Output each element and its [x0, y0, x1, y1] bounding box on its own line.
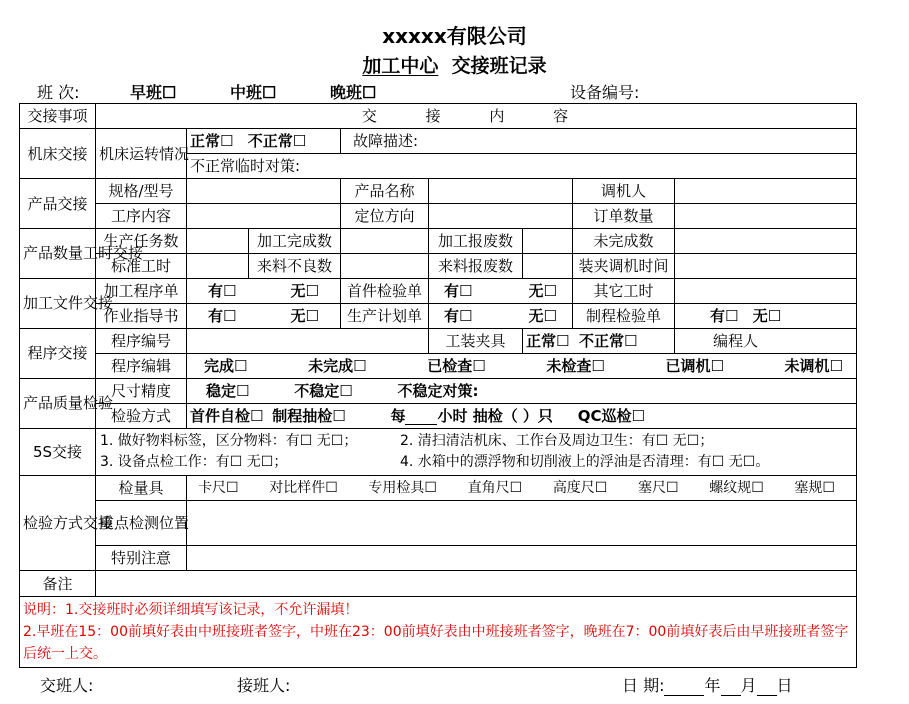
form-title	[0, 51, 909, 78]
shift-early-checkbox[interactable]: 早班☐	[130, 83, 177, 102]
fixture-options	[523, 329, 675, 354]
first-inspect-label: 首件检验单	[341, 279, 429, 304]
day-blank[interactable]	[757, 679, 777, 696]
inspection-group-label: 检验方式交接	[20, 476, 96, 571]
content-header: 交 接 内 容	[96, 104, 857, 129]
edit-undone-checkbox[interactable]: 未完成☐	[308, 357, 367, 375]
year-label: 年	[704, 676, 721, 695]
qc-patrol-checkbox[interactable]: QC巡检☐	[577, 407, 645, 425]
other-time-field[interactable]	[675, 279, 857, 304]
hour-interval-field[interactable]	[405, 408, 437, 425]
tool-thread-checkbox[interactable]: 螺纹规☐	[709, 480, 764, 496]
scrap-qty-label: 加工报废数	[429, 229, 523, 254]
unstable-measure-field[interactable]: 不稳定对策:	[397, 382, 479, 400]
edit-unadjusted-checkbox[interactable]: 未调机☐	[784, 357, 843, 375]
work-guide-options	[187, 304, 341, 329]
edit-checked-checkbox[interactable]: 已检查☐	[427, 357, 486, 375]
first-inspect-options	[429, 279, 573, 304]
unfinished-field[interactable]	[675, 229, 857, 254]
docs-group-label: 加工文件交接	[20, 279, 96, 329]
machine-normal-checkbox[interactable]: 正常☐	[190, 132, 234, 150]
five-s-item-4[interactable]: 4. 水箱中的漂浮物和切削液上的浮油是否清理：有☐ 无☐。	[400, 454, 770, 470]
order-qty-field[interactable]	[675, 204, 857, 229]
work-guide-label: 作业指导书	[96, 304, 187, 329]
program-sheet-yes-checkbox[interactable]: 有☐	[208, 282, 237, 300]
five-s-item-2[interactable]: 2. 清扫清洁机床、工作台及周边卫生：有☐ 无☐；	[400, 433, 714, 449]
program-group-label: 程序交接	[20, 329, 96, 379]
instructions	[20, 597, 857, 668]
year-blank[interactable]	[664, 679, 704, 696]
quality-group-label: 产品质量检验	[20, 379, 96, 429]
quantity-group-label: 产品数量工时交接	[20, 229, 96, 279]
program-sheet-label: 加工程序单	[96, 279, 187, 304]
process-label: 工序内容	[96, 204, 187, 229]
inspect-method-options	[187, 404, 857, 429]
plan-sheet-yes-checkbox[interactable]: 有☐	[444, 307, 473, 325]
tool-plug-checkbox[interactable]: 塞规☐	[794, 480, 835, 496]
machine-group-label: 机床交接	[20, 129, 96, 179]
tool-special-checkbox[interactable]: 专用检具☐	[368, 480, 437, 496]
tool-height-checkbox[interactable]: 高度尺☐	[552, 480, 608, 496]
inprocess-sheet-options	[675, 304, 857, 329]
spec-field[interactable]	[187, 179, 341, 204]
process-sample-checkbox[interactable]: 制程抽检☐	[272, 407, 346, 425]
work-guide-yes-checkbox[interactable]: 有☐	[208, 307, 237, 325]
task-qty-label: 生产任务数	[96, 229, 187, 254]
program-editing-label: 程序编辑	[96, 354, 187, 379]
edit-done-checkbox[interactable]: 完成☐	[204, 357, 248, 375]
adjuster-label: 调机人	[573, 179, 675, 204]
std-time-field[interactable]	[187, 254, 249, 279]
tools-label: 检量具	[96, 476, 187, 501]
five-s-group-label: 5S交接	[20, 429, 96, 476]
shift-late-checkbox[interactable]: 晚班☐	[330, 83, 377, 102]
handover-form-table	[19, 103, 857, 668]
program-number-field[interactable]	[187, 329, 429, 354]
edit-unchecked-checkbox[interactable]: 未检查☐	[546, 357, 605, 375]
five-s-item-3[interactable]: 3. 设备点检工作：有☐ 无☐；	[100, 454, 288, 470]
fixture-time-label: 装夹调机时间	[573, 254, 675, 279]
special-notes-field[interactable]	[187, 546, 857, 571]
month-blank[interactable]	[721, 679, 741, 696]
first-inspect-yes-checkbox[interactable]: 有☐	[444, 282, 473, 300]
month-label: 月	[740, 676, 757, 695]
fixture-time-field[interactable]	[675, 254, 857, 279]
work-guide-no-checkbox[interactable]: 无☐	[290, 307, 319, 325]
position-label: 定位方向	[341, 204, 429, 229]
date-field[interactable]	[622, 673, 793, 696]
tool-square-checkbox[interactable]: 直角尺☐	[467, 480, 523, 496]
other-time-label: 其它工时	[573, 279, 675, 304]
process-field[interactable]	[187, 204, 341, 229]
inprocess-sheet-label: 制程检验单	[573, 304, 675, 329]
program-sheet-no-checkbox[interactable]: 无☐	[290, 282, 319, 300]
order-qty-label: 订单数量	[573, 204, 675, 229]
shift-mid-checkbox[interactable]: 中班☐	[230, 83, 277, 102]
program-sheet-options	[187, 279, 341, 304]
tool-feeler-checkbox[interactable]: 塞尺☐	[638, 480, 679, 496]
key-points-label: 重点检测位置	[96, 501, 187, 546]
day-label: 日	[776, 676, 793, 695]
product-group-label: 产品交接	[20, 179, 96, 229]
instruction-2: 2.早班在15：00前填好表由中班接班者签字，中班在23：00前填好表由中班接班者签字，晚班在7：00前填好表后由早班接班者签字后统一上交。	[23, 624, 849, 662]
precision-unstable-checkbox[interactable]: 不稳定☐	[294, 382, 353, 400]
product-name-field[interactable]	[429, 179, 573, 204]
machine-abnormal-checkbox[interactable]: 不正常☐	[247, 132, 307, 150]
inprocess-yes-checkbox[interactable]: 有☐	[710, 307, 739, 325]
fault-description-field[interactable]: 故障描述:	[341, 129, 857, 154]
hand-over-signature[interactable]: 交班人:	[40, 676, 94, 695]
machine-status-options	[187, 129, 341, 154]
done-qty-field[interactable]	[341, 229, 429, 254]
precision-stable-checkbox[interactable]: 稳定☐	[206, 382, 250, 400]
std-time-label: 标准工时	[96, 254, 187, 279]
remarks-field[interactable]	[96, 571, 857, 597]
take-over-signature[interactable]: 接班人:	[237, 676, 291, 695]
five-s-content	[96, 429, 857, 476]
first-inspect-no-checkbox[interactable]: 无☐	[528, 282, 557, 300]
fixture-label: 工装夹具	[429, 329, 523, 354]
form-title-dept: 加工中心	[362, 55, 439, 77]
task-qty-field[interactable]	[187, 229, 249, 254]
instruction-1: 说明：1.交接班时必须详细填写该记录，不允许漏填！	[23, 602, 359, 618]
unfinished-label: 未完成数	[573, 229, 675, 254]
incoming-scrap-field[interactable]	[523, 254, 573, 279]
every-label: 每	[390, 407, 406, 425]
done-qty-label: 加工完成数	[249, 229, 341, 254]
tool-caliper-checkbox[interactable]: 卡尺☐	[198, 480, 239, 496]
hour-sample-label: 小时 抽检（ ）只	[437, 407, 553, 425]
fixture-abnormal-checkbox[interactable]: 不正常☐	[579, 332, 638, 350]
precision-label: 尺寸精度	[96, 379, 187, 404]
inspect-method-label: 检验方式	[96, 404, 187, 429]
program-editing-options	[187, 354, 857, 379]
precision-options	[187, 379, 857, 404]
incoming-scrap-label: 来料报废数	[429, 254, 523, 279]
tools-options	[187, 476, 857, 501]
special-notes-label: 特别注意	[96, 546, 187, 571]
scrap-qty-field[interactable]	[523, 229, 573, 254]
tool-sample-checkbox[interactable]: 对比样件☐	[269, 480, 338, 496]
form-title-name: 交接班记录	[451, 55, 547, 77]
first-self-checkbox[interactable]: 首件自检☐	[190, 407, 264, 425]
five-s-item-1[interactable]: 1. 做好物料标签，区分物料：有☐ 无☐；	[100, 433, 358, 449]
plan-sheet-no-checkbox[interactable]: 无☐	[528, 307, 557, 325]
edit-adjusted-checkbox[interactable]: 已调机☐	[665, 357, 724, 375]
incoming-bad-field[interactable]	[341, 254, 429, 279]
company-title: xxxxx有限公司	[382, 24, 527, 48]
programmer-label: 编程人	[675, 329, 857, 354]
plan-sheet-label: 生产计划单	[341, 304, 429, 329]
key-points-field[interactable]	[187, 501, 857, 546]
incoming-bad-label: 来料不良数	[249, 254, 341, 279]
spec-label: 规格/型号	[96, 179, 187, 204]
product-name-label: 产品名称	[341, 179, 429, 204]
fixture-normal-checkbox[interactable]: 正常☐	[526, 332, 570, 350]
remarks-label: 备注	[20, 571, 96, 597]
device-number-label: 设备编号:	[570, 83, 640, 102]
program-number-label: 程序编号	[96, 329, 187, 354]
date-label: 日 期:	[622, 676, 665, 695]
temp-measure-field[interactable]: 不正常临时对策:	[187, 154, 857, 179]
item-header: 交接事项	[20, 104, 96, 129]
machine-status-label: 机床运转情况	[96, 129, 187, 179]
shift-label: 班 次:	[37, 83, 80, 102]
position-field[interactable]	[429, 204, 573, 229]
inprocess-no-checkbox[interactable]: 无☐	[752, 307, 782, 325]
plan-sheet-options	[429, 304, 573, 329]
adjuster-field[interactable]	[675, 179, 857, 204]
